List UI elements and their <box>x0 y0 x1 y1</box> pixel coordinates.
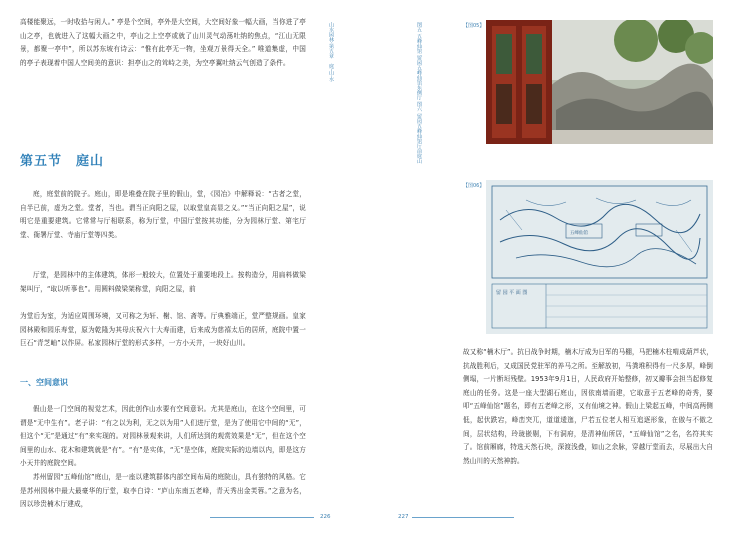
left-page <box>0 0 348 542</box>
figure-label-1: 【图05】 <box>463 23 485 29</box>
map-legend-title: 留 园 平 面 图 <box>496 290 528 296</box>
footer-rule-left <box>210 517 314 518</box>
paragraph-3: 为堂后为室，为适应周围环境，又可称之为轩、榭、馆、斋等。厅典雅端正，堂严整规画。皇家园林殿和园乐寿堂，原为乾隆为其母庆祝六十大寿而建，后来成为慈禧太后的居所，庭院中置一巨石“青芝岫”以作屏。私家园林厅堂的形式多样，一方小天井，一块好山川。 <box>20 312 306 348</box>
garden-plan-map <box>486 180 713 334</box>
paragraph-4: 假山是一门空间的视觉艺术，因此创作山水要有空间意识。尤其是庭山，在这个空间里，可谓是“无中生有”。老子讲：“有之以为利，无之以为用”人们进厅堂，是为了使用它中间的“无”，但这个“无”是通过“有”来实现的。对园林景观来讲，人们所达到的观赏效果是“无”，但在这个空间里的山水、花木和建筑就是“有”。“有”是实体，“无”是空体，庭院实际的边墙以内，即是这方小天井的庭院空间。 <box>20 405 306 468</box>
paragraph-1: 庭，庭堂前的院子。庭山，即是堆叠在院子里的假山，堂，《园冶》中解释说：“古者之堂，自半已前，虚为之堂。堂者，当也。谓当正向阳之屋，以取堂皇高显之义。”“当正向阳之屋”，说明它是重要建筑。它常常与厅相联系，称为厅堂，中国厅堂按其功能，分为园林厅堂、第宅厅堂、衙署厅堂、寺庙厅堂等四类。 <box>20 190 306 239</box>
section-title: 一、空间意识 <box>20 378 68 387</box>
page-number-right: 227 <box>398 514 409 520</box>
figure-label-2: 【图06】 <box>463 183 485 189</box>
garden-plan-drawing <box>486 180 713 334</box>
paragraph-2: 厅堂，是园林中的主体建筑，体形一般较大，位置处于重要地段上。按构造分，用扁料做梁架叫厅，“取以听事也”。用圆料做梁架称堂，向阳之屋，前 <box>20 271 306 293</box>
right-paragraph-1: 故又称“楠木厅”。抗日战争时期，楠木厅成为日军的马棚，马把楠木柱啃成葫芦状，抗战胜利后，又成国民党驻军的养马之所。至解放初，马粪堆积得有一尺多厚，峰倒侧塌，一片断垣残壁。1953年9月1日，人民政府开始整修，初又瓣事会担当起修复庭山的任务。这是一座大型湖石庭山，因依南墙而建，它取意于五老峰的奇秀，要叩“五峰仙馆”题名，即有五老峰之形，又有仙境之神。假山上梁起五峰，中间高两侧低，起伏跌宕，峰峦突兀，道道逶迤，尸若五位老人相互追逐形象，在傲与不傲之间，层状结构，玲珑嵌剔，下有洞府，是清神仙所居，“五峰仙馆”之名，名符其实了。馆前厢廊，特选天然石块，深渡浅叠，如山之余脉，穿越厅堂而去，尽展出大自然山川的天然神韵。 <box>463 348 713 465</box>
garden-photo-illustration <box>486 20 713 144</box>
spine-text-left: 山水园林·第五章 庭·山·水 <box>328 22 334 82</box>
page-number-left: 226 <box>320 514 331 520</box>
footer-rule-right <box>412 517 514 518</box>
garden-photo <box>486 20 713 144</box>
top-paragraph: 高楼能聚远，一时收拾与闲人。” 亭是个空间，亭外是大空间，大空间好象一幅大画，当你进了亭山之亭，也就进入了这幅大画之中，亭山之上空亭或就了山川灵气动荡吐纳的焦点，“江山无限景，都聚一亭中”，所以苏东坡有诗云：“惟有此亭无一物，坐观万景得天全。” 唯道集虚，中国的亭子表现着中国人空间美的意识：担亭山之的耸峙之美，为空亭翼吐纳云气创造了条件。 <box>20 18 306 67</box>
spine-text-right: 图五 五峰仙馆 留园五峰仙馆东侧厅 图六 留园五峰仙馆厅前庭山 <box>416 22 422 164</box>
map-note: 五峰仙馆 <box>570 231 588 236</box>
paragraph-5: 苏州留园“五峰仙馆”庭山，是一座以建筑群体内部空间布局的庭院山，具有独特的风格。它是苏州园林中最大最豪华的厅堂，取李白诗：“庐山东南五老峰，青天秀出金芙蓉。”之意为名，因以珍贵楠木厅建成， <box>20 473 306 509</box>
chapter-title: 第五节 庭山 <box>20 154 105 169</box>
